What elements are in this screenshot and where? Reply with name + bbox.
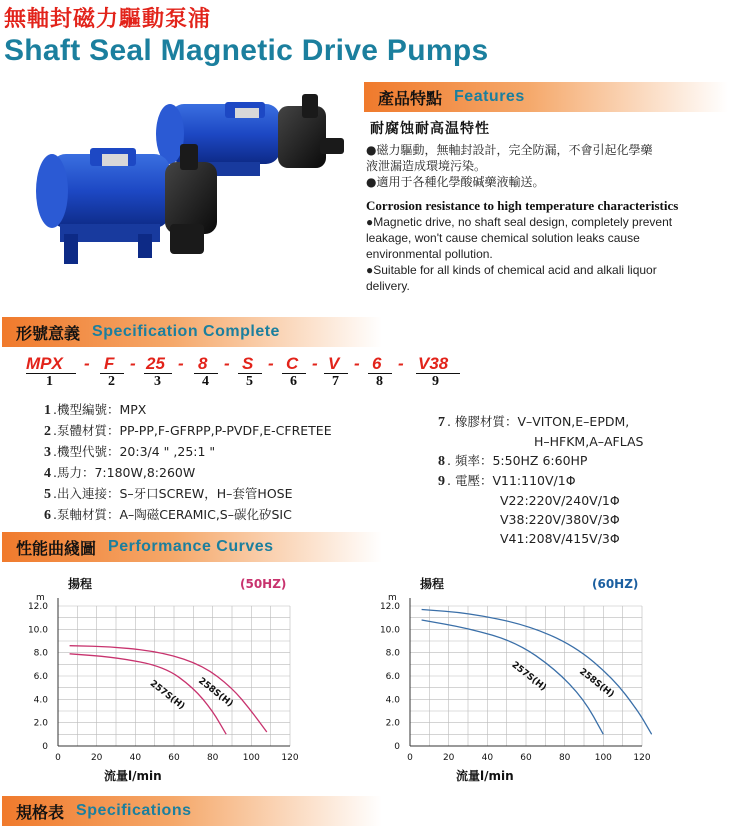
y-tick-label: 12.0 bbox=[27, 602, 48, 612]
series-label: 258S(H) bbox=[196, 676, 235, 710]
features-bullet-en-4: ●Suitable for all kinds of chemical acid and alkali liquor bbox=[366, 263, 657, 277]
x-tick-label: 80 bbox=[558, 753, 571, 763]
x-tick-label: 40 bbox=[129, 753, 142, 763]
performance-banner-cn: 性能曲綫圖 bbox=[16, 538, 97, 558]
chart-60hz-svg bbox=[362, 572, 652, 784]
features-bullet-cn-2: 液泄漏造成環境污染。 bbox=[366, 159, 487, 173]
chart-60hz bbox=[362, 572, 652, 784]
code-dash: - bbox=[398, 354, 404, 373]
spec-complete-banner-cn: 形號意義 bbox=[16, 323, 81, 343]
x-tick-label: 60 bbox=[520, 753, 532, 763]
spec-item-1: 1 .機型編號：MPX bbox=[44, 402, 147, 418]
code-seg-8: 6 bbox=[372, 354, 382, 373]
y-tick-label: 0 bbox=[394, 742, 400, 752]
code-num-2: 2 bbox=[108, 374, 115, 389]
y-axis-label: 揚程 bbox=[68, 577, 93, 591]
model-code bbox=[26, 354, 476, 394]
features-bullet-en-1: ●Magnetic drive, no shaft seal design, completely prevent bbox=[366, 215, 673, 229]
code-num-6: 6 bbox=[290, 374, 297, 389]
x-tick-label: 120 bbox=[633, 753, 651, 763]
features-subtitle-en: Corrosion resistance to high temperature characteristics bbox=[366, 198, 679, 213]
series-label: 258S(H) bbox=[577, 666, 616, 700]
spec-complete-banner bbox=[2, 317, 382, 347]
chart-title: (50HZ) bbox=[240, 577, 287, 591]
features-subtitle-cn: 耐腐蚀耐高温特性 bbox=[370, 121, 490, 137]
x-tick-label: 100 bbox=[242, 753, 260, 763]
code-seg-6: C bbox=[286, 354, 299, 373]
x-tick-label: 20 bbox=[442, 753, 455, 763]
code-num-3: 3 bbox=[154, 374, 161, 389]
chart-50hz-svg bbox=[10, 572, 300, 784]
spec-item-2: 2 .泵體材質：PP-PP,F-GFRPP,P-PVDF,E-CFRETEE bbox=[44, 423, 332, 439]
y-tick-label: 2.0 bbox=[385, 718, 400, 729]
spec-item-9-cont: V22:220V/240V/1Φ bbox=[500, 493, 620, 508]
page-title-en: Shaft Seal Magnetic Drive Pumps bbox=[4, 34, 489, 67]
spec-item-7-cont: H–HFKM,A–AFLAS bbox=[534, 434, 644, 449]
specifications-banner-cn: 規格表 bbox=[16, 802, 65, 822]
code-dash: - bbox=[224, 354, 230, 373]
series-label: 257S(H) bbox=[509, 660, 548, 694]
code-seg-5: S bbox=[242, 354, 254, 373]
code-num-7: 7 bbox=[332, 374, 339, 389]
code-num-1: 1 bbox=[46, 374, 53, 389]
features-bullet-en-3: environmental pollution. bbox=[366, 247, 493, 261]
y-tick-label: 10.0 bbox=[27, 625, 48, 636]
spec-list-right bbox=[438, 412, 643, 548]
performance-banner-en: Performance Curves bbox=[108, 538, 274, 555]
features-banner-en: Features bbox=[454, 88, 525, 105]
spec-complete-banner-en: Specification Complete bbox=[92, 323, 280, 340]
x-tick-label: 0 bbox=[407, 753, 413, 763]
page-title-cn: 無軸封磁力驅動泵浦 bbox=[4, 7, 212, 32]
features-bullet-cn-3: ●適用于各種化學酸碱藥液輸送。 bbox=[366, 175, 545, 189]
y-tick-label: 4.0 bbox=[33, 695, 48, 706]
spec-item-7: 7 . 橡膠材質：V–VITON,E–EPDM, bbox=[438, 414, 630, 430]
y-tick-label: 2.0 bbox=[33, 718, 48, 729]
y-tick-label: 10.0 bbox=[379, 625, 400, 636]
y-tick-label: 8.0 bbox=[385, 648, 400, 659]
code-seg-4: 8 bbox=[198, 354, 208, 373]
spec-item-5: 5 .出入連接：S–牙口SCREW，H–套管HOSE bbox=[44, 486, 293, 502]
spec-item-6: 6 .泵軸材質：A–陶磁CERAMIC,S–碳化矽SIC bbox=[44, 507, 292, 523]
spec-item-9: 9 . 電壓：V11:110V/1Φ bbox=[438, 473, 576, 489]
code-dash: - bbox=[268, 354, 274, 373]
y-axis-unit: m bbox=[36, 593, 45, 603]
y-tick-label: 8.0 bbox=[33, 648, 48, 659]
code-num-5: 5 bbox=[246, 374, 253, 389]
code-seg-1: MPX bbox=[26, 354, 63, 373]
code-dash: - bbox=[312, 354, 318, 373]
spec-item-8: 8 . 頻率：5:50HZ 6:60HP bbox=[438, 453, 588, 469]
specifications-banner bbox=[2, 796, 382, 826]
y-tick-label: 0 bbox=[42, 742, 48, 752]
features-bullet-en-5: delivery. bbox=[366, 279, 410, 293]
spec-item-4: 4 .馬力：7:180W,8:260W bbox=[44, 465, 196, 481]
y-tick-label: 12.0 bbox=[379, 602, 400, 612]
features-bullet-cn-1: ●磁力驅動，無軸封設計，完全防漏，不會引起化學藥 bbox=[366, 143, 653, 157]
spec-item-9-cont: V38:220V/380V/3Φ bbox=[500, 512, 620, 527]
series-line-257S(H) bbox=[70, 654, 227, 735]
features-banner bbox=[364, 82, 728, 112]
y-tick-label: 6.0 bbox=[33, 672, 48, 682]
performance-banner bbox=[2, 532, 382, 562]
pump-product-image bbox=[20, 84, 350, 274]
code-num-8: 8 bbox=[376, 374, 383, 389]
code-num-4: 4 bbox=[202, 374, 209, 389]
x-tick-label: 20 bbox=[90, 753, 103, 763]
code-seg-7: V bbox=[328, 354, 340, 373]
y-tick-label: 4.0 bbox=[385, 695, 400, 706]
code-seg-3: 25 bbox=[146, 354, 165, 373]
series-label: 257S(H) bbox=[147, 678, 187, 712]
features-banner-cn: 產品特點 bbox=[378, 88, 443, 108]
code-seg-2: F bbox=[104, 354, 115, 373]
x-axis-label: 流量l/min bbox=[456, 769, 514, 783]
features-bullet-en-2: leakage, won't cause chemical solution leaks cause bbox=[366, 231, 640, 245]
x-tick-label: 120 bbox=[281, 753, 299, 763]
code-dash: - bbox=[130, 354, 136, 373]
chart-title: (60HZ) bbox=[592, 577, 639, 591]
spec-list-left bbox=[44, 400, 332, 526]
x-tick-label: 0 bbox=[55, 753, 61, 763]
code-seg-9: V38 bbox=[418, 354, 449, 373]
code-dash: - bbox=[354, 354, 360, 373]
x-tick-label: 100 bbox=[594, 753, 612, 763]
y-axis-label: 揚程 bbox=[420, 577, 445, 591]
x-tick-label: 60 bbox=[168, 753, 180, 763]
spec-item-3: 3 .機型代號：20:3/4 " ,25:1 " bbox=[44, 444, 216, 460]
series-line-258S(H) bbox=[422, 610, 652, 735]
y-axis-unit: m bbox=[388, 593, 397, 603]
x-tick-label: 40 bbox=[481, 753, 494, 763]
spec-item-9-cont: V41:208V/415V/3Φ bbox=[500, 531, 620, 546]
x-tick-label: 80 bbox=[206, 753, 219, 763]
specifications-banner-en: Specifications bbox=[76, 802, 192, 819]
x-axis-label: 流量l/min bbox=[104, 769, 162, 783]
chart-50hz bbox=[10, 572, 300, 784]
y-tick-label: 6.0 bbox=[385, 672, 400, 682]
code-dash: - bbox=[84, 354, 90, 373]
code-dash: - bbox=[178, 354, 184, 373]
code-num-9: 9 bbox=[432, 374, 439, 389]
features-text bbox=[366, 118, 728, 294]
